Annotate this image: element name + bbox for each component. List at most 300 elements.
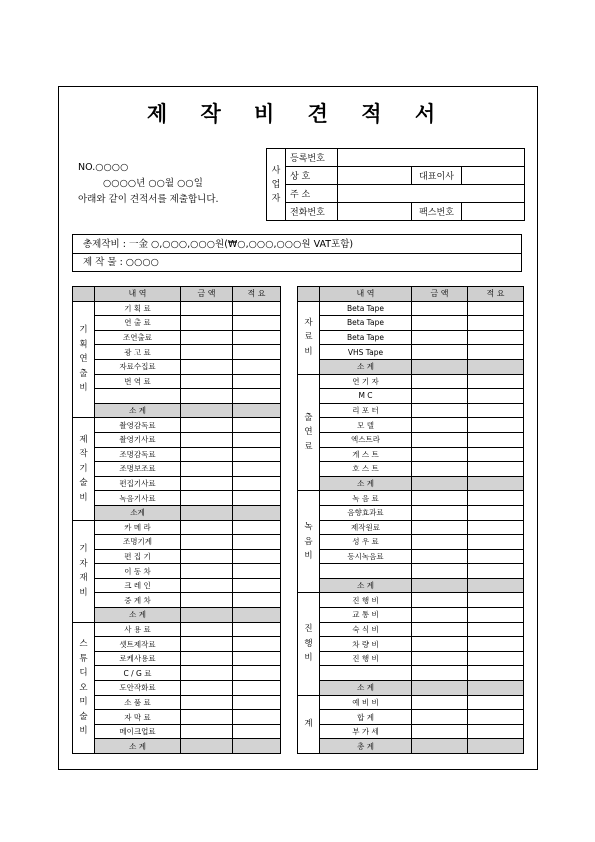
subtotal-note[interactable] bbox=[468, 578, 524, 593]
subtotal-note[interactable] bbox=[468, 476, 524, 491]
item-label: 리 포 터 bbox=[320, 403, 412, 418]
item-label: 메이크업료 bbox=[95, 724, 181, 739]
amount-cell[interactable] bbox=[412, 447, 468, 462]
amount-cell[interactable] bbox=[412, 491, 468, 506]
table-row bbox=[73, 462, 281, 477]
table-row bbox=[73, 476, 281, 491]
section-label bbox=[298, 374, 320, 491]
note-cell[interactable] bbox=[468, 593, 524, 608]
subtotal-row bbox=[73, 608, 281, 623]
amount-cell[interactable] bbox=[181, 695, 233, 710]
note-cell[interactable] bbox=[468, 447, 524, 462]
amount-cell[interactable] bbox=[412, 622, 468, 637]
note-cell[interactable] bbox=[468, 403, 524, 418]
item-label: Beta Tape bbox=[320, 301, 412, 316]
section-label-char: 기 bbox=[79, 463, 88, 474]
item-label: 차 량 비 bbox=[320, 637, 412, 652]
subtotal-amount[interactable] bbox=[412, 476, 468, 491]
amount-cell[interactable] bbox=[181, 330, 233, 345]
subtotal-row bbox=[298, 578, 524, 593]
section-label bbox=[73, 301, 95, 418]
header-note: 적 요 bbox=[468, 287, 524, 302]
item-label: 크 레 인 bbox=[95, 578, 181, 593]
amount-cell[interactable] bbox=[181, 462, 233, 477]
amount-cell[interactable] bbox=[181, 637, 233, 652]
note-cell[interactable] bbox=[233, 710, 281, 725]
note-cell[interactable] bbox=[468, 564, 524, 579]
note-cell[interactable] bbox=[233, 491, 281, 506]
table-row bbox=[298, 535, 524, 550]
table-row bbox=[73, 389, 281, 404]
item-label: 음향효과료 bbox=[320, 505, 412, 520]
table-row bbox=[73, 432, 281, 447]
note-cell[interactable] bbox=[468, 345, 524, 360]
subtotal-row bbox=[298, 476, 524, 491]
item-label: 기 획 료 bbox=[95, 301, 181, 316]
submit-text: 아래와 같이 견적서를 제출합니다. bbox=[78, 194, 219, 205]
amount-cell[interactable] bbox=[181, 301, 233, 316]
subtotal-amount[interactable] bbox=[412, 578, 468, 593]
subtotal-amount[interactable] bbox=[181, 505, 233, 520]
table-row bbox=[298, 316, 524, 331]
item-label: 동시녹음료 bbox=[320, 549, 412, 564]
subtotal-note[interactable] bbox=[233, 739, 281, 754]
item-label: 예 비 비 bbox=[320, 695, 412, 710]
subtotal-note[interactable] bbox=[468, 739, 524, 754]
table-row bbox=[73, 447, 281, 462]
amount-cell[interactable] bbox=[412, 535, 468, 550]
item-label: 조연출료 bbox=[95, 330, 181, 345]
subtotal-amount[interactable] bbox=[412, 681, 468, 696]
table-row bbox=[73, 330, 281, 345]
table-row bbox=[298, 505, 524, 520]
subtotal-note[interactable] bbox=[233, 608, 281, 623]
section-label-char: 제 bbox=[79, 434, 88, 445]
table-row bbox=[298, 462, 524, 477]
subtotal-amount[interactable] bbox=[412, 359, 468, 374]
total-cost-line: 총제작비 : 一金 ○,○○○,○○○원(₩○,○○○,○○○원 VAT포함) bbox=[73, 235, 521, 254]
item-label: 중 계 차 bbox=[95, 593, 181, 608]
note-cell[interactable] bbox=[233, 359, 281, 374]
table-row bbox=[298, 724, 524, 739]
section-label-char: 음 bbox=[304, 536, 313, 547]
table-row bbox=[73, 345, 281, 360]
item-label: 촬영감독료 bbox=[95, 418, 181, 433]
section-label-char: 료 bbox=[304, 332, 313, 343]
subtotal-amount[interactable] bbox=[412, 739, 468, 754]
subtotal-note[interactable] bbox=[468, 359, 524, 374]
note-cell[interactable] bbox=[233, 695, 281, 710]
address-value[interactable] bbox=[338, 185, 525, 203]
note-cell[interactable] bbox=[233, 549, 281, 564]
amount-cell[interactable] bbox=[412, 637, 468, 652]
amount-cell[interactable] bbox=[181, 316, 233, 331]
table-row bbox=[298, 695, 524, 710]
header-note: 적 요 bbox=[233, 287, 281, 302]
item-label: 사 용 료 bbox=[95, 622, 181, 637]
item-label: 엑스트라 bbox=[320, 432, 412, 447]
item-label: 진 행 비 bbox=[320, 651, 412, 666]
table-row bbox=[298, 666, 524, 681]
reg-no-value[interactable] bbox=[338, 149, 525, 167]
table-row bbox=[298, 491, 524, 506]
amount-cell[interactable] bbox=[412, 564, 468, 579]
section-label-char: 연 bbox=[79, 354, 88, 365]
table-row bbox=[73, 666, 281, 681]
subtotal-row bbox=[298, 359, 524, 374]
amount-cell[interactable] bbox=[412, 695, 468, 710]
note-cell[interactable] bbox=[233, 564, 281, 579]
section-label-char: 행 bbox=[304, 638, 313, 649]
amount-cell[interactable] bbox=[412, 432, 468, 447]
document-number: NO.○○○○ bbox=[78, 162, 129, 173]
note-cell[interactable] bbox=[233, 462, 281, 477]
subtotal-row bbox=[73, 403, 281, 418]
amount-cell[interactable] bbox=[181, 666, 233, 681]
table-row bbox=[73, 316, 281, 331]
item-label: 연 기 자 bbox=[320, 374, 412, 389]
section-label-char: 기 bbox=[79, 325, 88, 336]
item-label: 부 가 세 bbox=[320, 724, 412, 739]
subtotal-label: 소 계 bbox=[320, 578, 412, 593]
table-row bbox=[73, 374, 281, 389]
table-row bbox=[73, 637, 281, 652]
note-cell[interactable] bbox=[468, 724, 524, 739]
table-row bbox=[298, 389, 524, 404]
note-cell[interactable] bbox=[233, 301, 281, 316]
note-cell[interactable] bbox=[233, 476, 281, 491]
section-label-char: 비 bbox=[304, 653, 313, 664]
note-cell[interactable] bbox=[233, 724, 281, 739]
note-cell[interactable] bbox=[468, 316, 524, 331]
amount-cell[interactable] bbox=[181, 535, 233, 550]
table-row bbox=[298, 418, 524, 433]
amount-cell[interactable] bbox=[412, 462, 468, 477]
business-section-label: 사 업 자 bbox=[267, 149, 286, 221]
item-label bbox=[320, 666, 412, 681]
phone-value[interactable] bbox=[338, 203, 412, 221]
subtotal-amount[interactable] bbox=[181, 608, 233, 623]
table-row bbox=[73, 724, 281, 739]
subtotal-label: 소 계 bbox=[95, 739, 181, 754]
item-label bbox=[95, 389, 181, 404]
table-row bbox=[73, 681, 281, 696]
section-label-char: 계 bbox=[304, 719, 313, 730]
left-cost-table bbox=[72, 286, 281, 754]
note-cell[interactable] bbox=[233, 389, 281, 404]
header-blank bbox=[298, 287, 320, 302]
item-label: 교 통 비 bbox=[320, 608, 412, 623]
item-label: M C bbox=[320, 389, 412, 404]
note-cell[interactable] bbox=[233, 622, 281, 637]
header-item: 내 역 bbox=[95, 287, 181, 302]
subtotal-note[interactable] bbox=[468, 681, 524, 696]
amount-cell[interactable] bbox=[181, 447, 233, 462]
section-label-char: 비 bbox=[304, 551, 313, 562]
item-label: 소 품 료 bbox=[95, 695, 181, 710]
note-cell[interactable] bbox=[468, 432, 524, 447]
note-cell[interactable] bbox=[233, 681, 281, 696]
header-amount: 금 액 bbox=[181, 287, 233, 302]
table-row bbox=[73, 359, 281, 374]
section-label bbox=[298, 491, 320, 593]
item-label: 조명기계 bbox=[95, 535, 181, 550]
amount-cell[interactable] bbox=[181, 345, 233, 360]
item-label: 이 동 차 bbox=[95, 564, 181, 579]
section-label-char: 디 bbox=[79, 668, 88, 679]
note-cell[interactable] bbox=[233, 578, 281, 593]
section-label bbox=[298, 593, 320, 695]
subtotal-amount[interactable] bbox=[181, 739, 233, 754]
item-label: 카 메 라 bbox=[95, 520, 181, 535]
table-row bbox=[298, 432, 524, 447]
amount-cell[interactable] bbox=[412, 301, 468, 316]
right-cost-table bbox=[297, 286, 524, 754]
section-label-char: 술 bbox=[79, 478, 88, 489]
production-item-line: 제 작 물 : ○○○○ bbox=[83, 257, 159, 268]
fax-value[interactable] bbox=[462, 203, 525, 221]
section-label-char: 술 bbox=[79, 711, 88, 722]
section-label-char: 튜 bbox=[79, 653, 88, 664]
amount-cell[interactable] bbox=[412, 389, 468, 404]
table-row bbox=[298, 301, 524, 316]
section-label-char: 획 bbox=[79, 339, 88, 350]
subtotal-note[interactable] bbox=[233, 505, 281, 520]
amount-cell[interactable] bbox=[412, 724, 468, 739]
amount-cell[interactable] bbox=[412, 330, 468, 345]
item-label bbox=[320, 564, 412, 579]
table-row bbox=[73, 651, 281, 666]
subtotal-note[interactable] bbox=[233, 403, 281, 418]
amount-cell[interactable] bbox=[181, 389, 233, 404]
table-row bbox=[73, 593, 281, 608]
amount-cell[interactable] bbox=[181, 710, 233, 725]
note-cell[interactable] bbox=[468, 666, 524, 681]
amount-cell[interactable] bbox=[181, 432, 233, 447]
item-label: 게 스 트 bbox=[320, 447, 412, 462]
item-label: 제작원료 bbox=[320, 520, 412, 535]
item-label: 편 집 기 bbox=[95, 549, 181, 564]
subtotal-label: 소 계 bbox=[320, 681, 412, 696]
note-cell[interactable] bbox=[233, 535, 281, 550]
table-row bbox=[73, 418, 281, 433]
table-row bbox=[298, 651, 524, 666]
item-label: 녹음기사료 bbox=[95, 491, 181, 506]
item-label: 조명감독료 bbox=[95, 447, 181, 462]
amount-cell[interactable] bbox=[181, 374, 233, 389]
amount-cell[interactable] bbox=[181, 520, 233, 535]
item-label: Beta Tape bbox=[320, 330, 412, 345]
company-label: 상 호 bbox=[286, 167, 338, 185]
header-amount: 금 액 bbox=[412, 287, 468, 302]
item-label: 조명보조료 bbox=[95, 462, 181, 477]
table-row bbox=[298, 520, 524, 535]
amount-cell[interactable] bbox=[181, 651, 233, 666]
amount-cell[interactable] bbox=[412, 520, 468, 535]
amount-cell[interactable] bbox=[181, 681, 233, 696]
note-cell[interactable] bbox=[233, 520, 281, 535]
amount-cell[interactable] bbox=[181, 418, 233, 433]
amount-cell[interactable] bbox=[412, 316, 468, 331]
note-cell[interactable] bbox=[468, 608, 524, 623]
note-cell[interactable] bbox=[233, 418, 281, 433]
table-row bbox=[298, 403, 524, 418]
note-cell[interactable] bbox=[468, 505, 524, 520]
note-cell[interactable] bbox=[233, 345, 281, 360]
section-label-char: 미 bbox=[79, 697, 88, 708]
note-cell[interactable] bbox=[468, 301, 524, 316]
table-row bbox=[298, 447, 524, 462]
item-label: Beta Tape bbox=[320, 316, 412, 331]
amount-cell[interactable] bbox=[412, 345, 468, 360]
note-cell[interactable] bbox=[468, 535, 524, 550]
header-blank bbox=[73, 287, 95, 302]
amount-cell[interactable] bbox=[412, 505, 468, 520]
note-cell[interactable] bbox=[468, 695, 524, 710]
amount-cell[interactable] bbox=[412, 549, 468, 564]
note-cell[interactable] bbox=[468, 418, 524, 433]
table-row bbox=[298, 374, 524, 389]
phone-label: 전화번호 bbox=[286, 203, 338, 221]
note-cell[interactable] bbox=[233, 593, 281, 608]
header-info bbox=[78, 160, 219, 208]
amount-cell[interactable] bbox=[412, 374, 468, 389]
note-cell[interactable] bbox=[233, 447, 281, 462]
item-label: 녹 음 료 bbox=[320, 491, 412, 506]
subtotal-row bbox=[298, 681, 524, 696]
amount-cell[interactable] bbox=[412, 403, 468, 418]
section-label-char: 녹 bbox=[304, 522, 313, 533]
company-value[interactable] bbox=[338, 167, 412, 185]
section-label-char: 스 bbox=[79, 639, 88, 650]
header-row bbox=[73, 287, 281, 302]
section-label-char: 자 bbox=[304, 317, 313, 328]
table-row bbox=[73, 695, 281, 710]
item-label: 성 우 료 bbox=[320, 535, 412, 550]
table-row bbox=[73, 710, 281, 725]
ceo-label: 대표이사 bbox=[412, 167, 462, 185]
table-row bbox=[73, 491, 281, 506]
section-label-char: 재 bbox=[79, 573, 88, 584]
header-item: 내 역 bbox=[320, 287, 412, 302]
note-cell[interactable] bbox=[233, 432, 281, 447]
table-row bbox=[298, 345, 524, 360]
amount-cell[interactable] bbox=[412, 651, 468, 666]
subtotal-label: 소 계 bbox=[320, 476, 412, 491]
section-label bbox=[298, 301, 320, 374]
amount-cell[interactable] bbox=[181, 359, 233, 374]
note-cell[interactable] bbox=[468, 622, 524, 637]
item-label: 촬영기사료 bbox=[95, 432, 181, 447]
item-label: 진 행 비 bbox=[320, 593, 412, 608]
note-cell[interactable] bbox=[233, 316, 281, 331]
section-label-char: 출 bbox=[79, 368, 88, 379]
note-cell[interactable] bbox=[233, 637, 281, 652]
amount-cell[interactable] bbox=[412, 418, 468, 433]
section-label bbox=[73, 622, 95, 753]
address-label: 주 소 bbox=[286, 185, 338, 203]
summary-box bbox=[72, 234, 522, 272]
amount-cell[interactable] bbox=[181, 476, 233, 491]
amount-cell[interactable] bbox=[181, 549, 233, 564]
item-label: 자 막 료 bbox=[95, 710, 181, 725]
ceo-value[interactable] bbox=[462, 167, 525, 185]
item-label: 숙 식 비 bbox=[320, 622, 412, 637]
note-cell[interactable] bbox=[468, 462, 524, 477]
section-label bbox=[298, 695, 320, 753]
table-row bbox=[298, 593, 524, 608]
subtotal-label: 소계 bbox=[95, 505, 181, 520]
table-row bbox=[73, 520, 281, 535]
subtotal-label: 소 계 bbox=[95, 403, 181, 418]
item-label: 광 고 료 bbox=[95, 345, 181, 360]
subtotal-label: 총 계 bbox=[320, 739, 412, 754]
amount-cell[interactable] bbox=[181, 578, 233, 593]
table-row bbox=[73, 578, 281, 593]
note-cell[interactable] bbox=[468, 710, 524, 725]
document-title: 제 작 비 견 적 서 bbox=[146, 102, 449, 126]
item-label: 호 스 트 bbox=[320, 462, 412, 477]
amount-cell[interactable] bbox=[412, 666, 468, 681]
item-label: 로케사용료 bbox=[95, 651, 181, 666]
amount-cell[interactable] bbox=[181, 622, 233, 637]
note-cell[interactable] bbox=[233, 651, 281, 666]
amount-cell[interactable] bbox=[412, 593, 468, 608]
note-cell[interactable] bbox=[468, 389, 524, 404]
table-row bbox=[298, 549, 524, 564]
section-label-char: 연 bbox=[304, 427, 313, 438]
section-label bbox=[73, 418, 95, 520]
table-row bbox=[298, 564, 524, 579]
subtotal-amount[interactable] bbox=[181, 403, 233, 418]
section-label-char: 비 bbox=[79, 726, 88, 737]
amount-cell[interactable] bbox=[181, 564, 233, 579]
note-cell[interactable] bbox=[233, 374, 281, 389]
document-date: ○○○○년 ○○월 ○○일 bbox=[103, 178, 203, 189]
section-label-char: 진 bbox=[304, 624, 313, 635]
section-label-char: 비 bbox=[79, 587, 88, 598]
note-cell[interactable] bbox=[233, 330, 281, 345]
amount-cell[interactable] bbox=[181, 724, 233, 739]
section-label bbox=[73, 520, 95, 622]
note-cell[interactable] bbox=[233, 666, 281, 681]
section-label-char: 자 bbox=[79, 558, 88, 569]
item-label: 셋트제작료 bbox=[95, 637, 181, 652]
note-cell[interactable] bbox=[468, 491, 524, 506]
table-row bbox=[298, 710, 524, 725]
amount-cell[interactable] bbox=[412, 710, 468, 725]
note-cell[interactable] bbox=[468, 520, 524, 535]
section-label-char: 비 bbox=[304, 346, 313, 357]
subtotal-label: 소 계 bbox=[95, 608, 181, 623]
item-label: 모 델 bbox=[320, 418, 412, 433]
amount-cell[interactable] bbox=[181, 593, 233, 608]
note-cell[interactable] bbox=[468, 637, 524, 652]
table-row bbox=[298, 622, 524, 637]
fax-label: 팩스번호 bbox=[412, 203, 462, 221]
item-label: 번 역 료 bbox=[95, 374, 181, 389]
amount-cell[interactable] bbox=[412, 608, 468, 623]
table-row bbox=[298, 637, 524, 652]
amount-cell[interactable] bbox=[181, 491, 233, 506]
note-cell[interactable] bbox=[468, 330, 524, 345]
section-label-char: 작 bbox=[79, 449, 88, 460]
note-cell[interactable] bbox=[468, 651, 524, 666]
subtotal-row bbox=[73, 505, 281, 520]
note-cell[interactable] bbox=[468, 374, 524, 389]
note-cell[interactable] bbox=[468, 549, 524, 564]
item-label: 연 출 료 bbox=[95, 316, 181, 331]
